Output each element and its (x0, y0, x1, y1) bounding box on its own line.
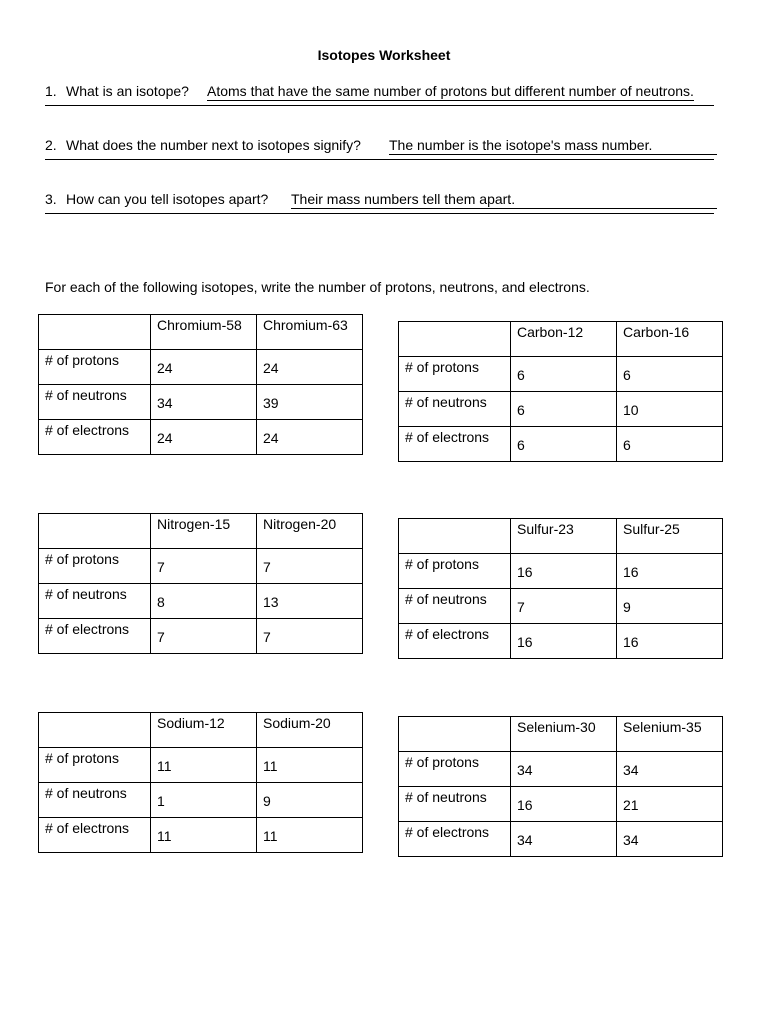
value-text: 7 (263, 559, 271, 575)
question-number: 1. (45, 83, 57, 99)
answer-field[interactable]: Atoms that have the same number of protons but different number of neutrons. (207, 83, 694, 99)
isotope-header-label: Chromium-63 (263, 317, 348, 333)
value-cell[interactable] (617, 624, 723, 659)
value-cell[interactable] (151, 549, 257, 584)
value-cell[interactable] (257, 619, 363, 654)
row-label (399, 554, 511, 589)
protons-row (39, 549, 363, 584)
value-cell[interactable] (151, 783, 257, 818)
row-label-text: # of neutrons (405, 394, 487, 410)
corner-cell (39, 315, 151, 350)
value-text: 6 (623, 367, 631, 383)
neutrons-row (399, 589, 723, 624)
value-text: 7 (157, 559, 165, 575)
value-cell[interactable] (511, 554, 617, 589)
value-cell[interactable] (257, 350, 363, 385)
value-text: 11 (157, 828, 172, 844)
corner-cell (399, 519, 511, 554)
header-row (399, 519, 723, 554)
question-text: What does the number next to isotopes signify? (66, 137, 361, 153)
value-text: 8 (157, 594, 165, 610)
isotope-table (38, 314, 363, 455)
isotope-header (511, 519, 617, 554)
value-cell[interactable] (511, 392, 617, 427)
value-text: 6 (517, 367, 525, 383)
electrons-row (39, 619, 363, 654)
isotope-header-label: Carbon-16 (623, 324, 690, 340)
header-row (399, 717, 723, 752)
value-text: 7 (157, 629, 165, 645)
isotope-header (617, 322, 723, 357)
row-label-text: # of protons (45, 352, 119, 368)
neutrons-row (39, 385, 363, 420)
header-row (39, 514, 363, 549)
isotope-header-label: Nitrogen-15 (157, 516, 231, 532)
row-label-text: # of neutrons (45, 586, 127, 602)
row-label (39, 549, 151, 584)
isotope-header-label: Chromium-58 (157, 317, 242, 333)
question-text: How can you tell isotopes apart? (66, 191, 269, 207)
electrons-row (39, 420, 363, 455)
isotope-header-label: Selenium-30 (517, 719, 596, 735)
value-text: 34 (517, 832, 533, 848)
value-cell[interactable] (151, 584, 257, 619)
value-text: 24 (263, 360, 279, 376)
header-row (399, 322, 723, 357)
value-cell[interactable] (257, 748, 363, 783)
neutrons-row (39, 783, 363, 818)
corner-cell (39, 514, 151, 549)
question-1 (45, 83, 735, 129)
electrons-row (399, 427, 723, 462)
corner-cell (39, 713, 151, 748)
value-cell[interactable] (511, 427, 617, 462)
isotope-header (257, 315, 363, 350)
question-2 (45, 137, 735, 183)
isotope-header (257, 713, 363, 748)
protons-row (39, 350, 363, 385)
row-label (39, 783, 151, 818)
isotope-header (617, 519, 723, 554)
value-cell[interactable] (257, 818, 363, 853)
neutrons-row (39, 584, 363, 619)
isotope-header-label: Sodium-12 (157, 715, 225, 731)
row-label-text: # of protons (45, 750, 119, 766)
row-label (399, 392, 511, 427)
value-cell[interactable] (511, 357, 617, 392)
value-text: 10 (623, 402, 639, 418)
row-label (399, 624, 511, 659)
value-cell[interactable] (511, 752, 617, 787)
isotope-header (617, 717, 723, 752)
corner-cell (399, 322, 511, 357)
neutrons-row (399, 787, 723, 822)
value-text: 24 (157, 430, 173, 446)
electrons-row (399, 822, 723, 857)
isotope-table (398, 321, 723, 462)
row-label (39, 619, 151, 654)
question-3 (45, 191, 735, 237)
row-label (39, 350, 151, 385)
value-cell[interactable] (257, 385, 363, 420)
isotope-header-label: Sodium-20 (263, 715, 331, 731)
value-cell[interactable] (617, 589, 723, 624)
row-label (399, 589, 511, 624)
isotope-header-label: Selenium-35 (623, 719, 702, 735)
electrons-row (39, 818, 363, 853)
row-label (399, 822, 511, 857)
isotope-header (511, 322, 617, 357)
question-number: 3. (45, 191, 57, 207)
question-number: 2. (45, 137, 57, 153)
value-cell[interactable] (257, 420, 363, 455)
value-cell[interactable] (617, 392, 723, 427)
value-text: 11 (263, 758, 278, 774)
value-text: 13 (263, 594, 279, 610)
worksheet-title: Isotopes Worksheet (317, 47, 451, 63)
value-cell[interactable] (617, 787, 723, 822)
value-text: 16 (623, 634, 639, 650)
row-label (39, 584, 151, 619)
value-text: 6 (517, 402, 525, 418)
value-text: 24 (157, 360, 173, 376)
row-label-text: # of neutrons (405, 789, 487, 805)
row-label-text: # of electrons (405, 824, 490, 840)
value-cell[interactable] (617, 554, 723, 589)
row-label-text: # of electrons (405, 626, 490, 642)
value-cell[interactable] (617, 357, 723, 392)
isotope-table (38, 513, 363, 654)
isotope-header-label: Nitrogen-20 (263, 516, 337, 532)
isotope-table (38, 712, 363, 853)
value-text: 11 (157, 758, 172, 774)
value-cell[interactable] (151, 748, 257, 783)
value-cell[interactable] (511, 787, 617, 822)
neutrons-row (399, 392, 723, 427)
answer-field[interactable]: Their mass numbers tell them apart. (291, 191, 717, 209)
value-cell[interactable] (151, 420, 257, 455)
isotope-header-label: Carbon-12 (517, 324, 584, 340)
row-label (39, 420, 151, 455)
value-text: 16 (623, 564, 639, 580)
value-cell[interactable] (257, 783, 363, 818)
value-cell[interactable] (617, 752, 723, 787)
value-cell[interactable] (511, 624, 617, 659)
row-label-text: # of electrons (45, 422, 130, 438)
value-text: 9 (263, 793, 271, 809)
row-label (399, 752, 511, 787)
question-text: What is an isotope? (66, 83, 189, 99)
value-cell[interactable] (151, 350, 257, 385)
isotope-header-label: Sulfur-25 (623, 521, 680, 537)
electrons-row (399, 624, 723, 659)
protons-row (39, 748, 363, 783)
isotope-header (151, 713, 257, 748)
instructions: For each of the following isotopes, write the number of protons, neutrons, and electrons. (45, 279, 590, 295)
row-label-text: # of protons (405, 754, 479, 770)
value-text: 7 (517, 599, 525, 615)
corner-cell (399, 717, 511, 752)
row-label (399, 357, 511, 392)
value-cell[interactable] (151, 619, 257, 654)
value-text: 16 (517, 797, 533, 813)
value-text: 1 (157, 793, 165, 809)
value-text: 16 (517, 564, 533, 580)
row-label-text: # of electrons (45, 621, 130, 637)
header-row (39, 315, 363, 350)
isotope-header-label: Sulfur-23 (517, 521, 574, 537)
answer-field[interactable]: The number is the isotope's mass number. (389, 137, 717, 155)
row-label (399, 427, 511, 462)
value-text: 21 (623, 797, 639, 813)
row-label-text: # of neutrons (405, 591, 487, 607)
isotope-table (398, 716, 723, 857)
isotope-header (151, 315, 257, 350)
row-label-text: # of protons (405, 359, 479, 375)
answer-continuation-line (45, 213, 714, 214)
protons-row (399, 357, 723, 392)
row-label-text: # of electrons (405, 429, 490, 445)
answer-continuation-line (45, 105, 714, 106)
value-cell[interactable] (617, 427, 723, 462)
row-label-text: # of neutrons (45, 785, 127, 801)
value-text: 24 (263, 430, 279, 446)
value-text: 6 (623, 437, 631, 453)
value-cell[interactable] (257, 549, 363, 584)
value-text: 11 (263, 828, 278, 844)
value-text: 39 (263, 395, 279, 411)
value-text: 7 (263, 629, 271, 645)
isotope-header (151, 514, 257, 549)
value-cell[interactable] (151, 385, 257, 420)
header-row (39, 713, 363, 748)
value-text: 9 (623, 599, 631, 615)
value-text: 34 (157, 395, 173, 411)
value-text: 34 (623, 762, 639, 778)
value-text: 34 (517, 762, 533, 778)
answer-continuation-line (45, 159, 714, 160)
protons-row (399, 554, 723, 589)
value-cell[interactable] (511, 822, 617, 857)
row-label (399, 787, 511, 822)
row-label-text: # of protons (45, 551, 119, 567)
value-cell[interactable] (511, 589, 617, 624)
protons-row (399, 752, 723, 787)
value-cell[interactable] (617, 822, 723, 857)
value-cell[interactable] (257, 584, 363, 619)
row-label-text: # of neutrons (45, 387, 127, 403)
row-label-text: # of electrons (45, 820, 130, 836)
value-text: 6 (517, 437, 525, 453)
isotope-header (257, 514, 363, 549)
row-label (39, 748, 151, 783)
row-label-text: # of protons (405, 556, 479, 572)
row-label (39, 385, 151, 420)
isotope-table (398, 518, 723, 659)
value-text: 16 (517, 634, 533, 650)
row-label (39, 818, 151, 853)
value-text: 34 (623, 832, 639, 848)
value-cell[interactable] (151, 818, 257, 853)
isotope-header (511, 717, 617, 752)
